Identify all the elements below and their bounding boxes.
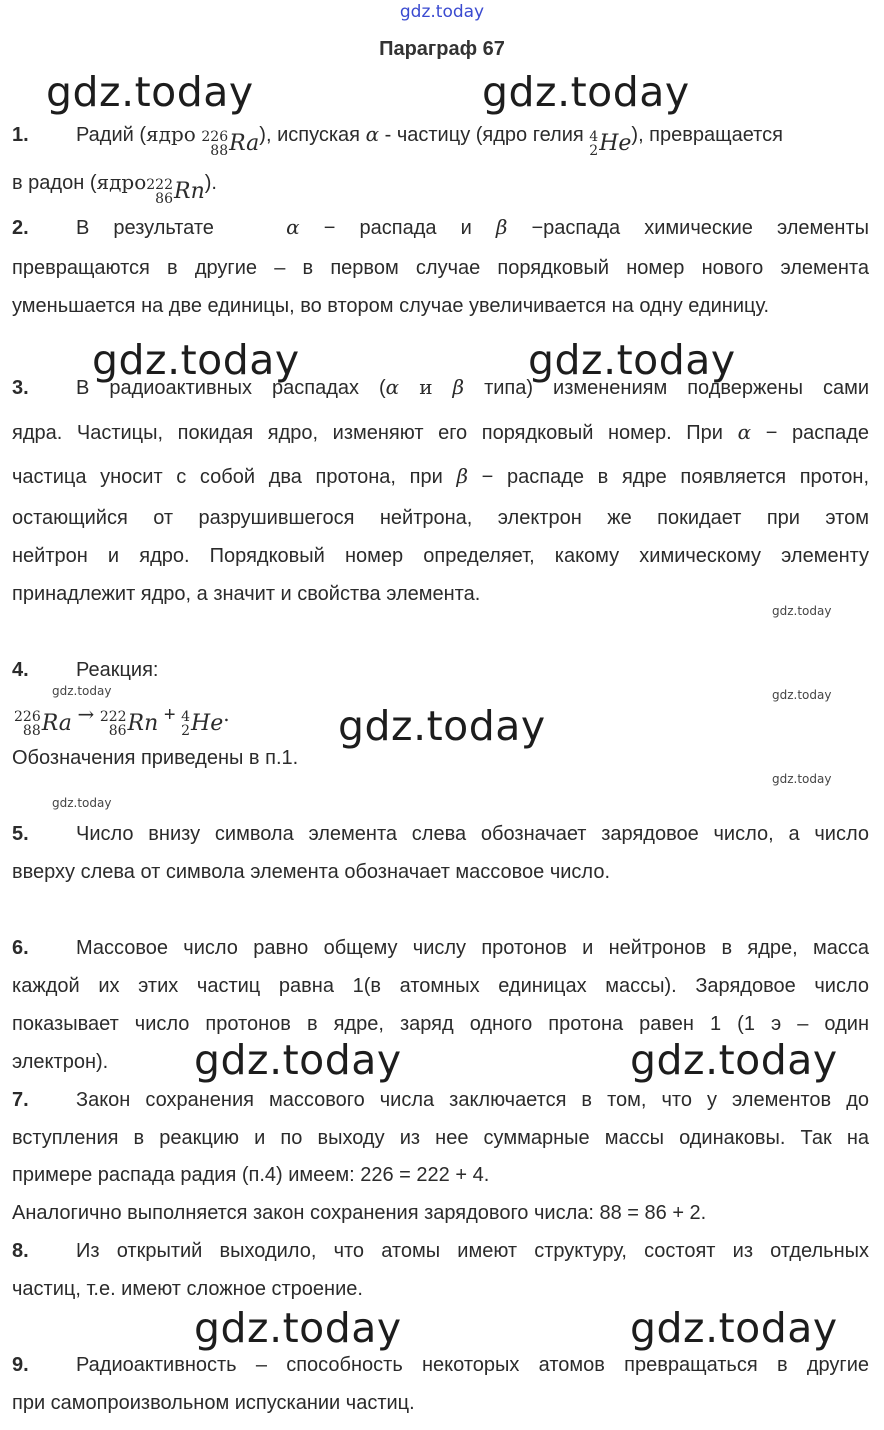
item-3-line-4: остающийся от разрушившегося нейтрона, электрон же покидает при этом	[12, 507, 869, 529]
item-9-line-1: 9. Радиоактивность – способность некоторых атомов превращаться в другие	[12, 1354, 869, 1376]
watermark: gdz.today	[338, 702, 546, 750]
watermark: gdz.today	[46, 68, 254, 116]
small-watermark: gdz.today	[52, 684, 112, 698]
item-6-line-1: 6. Массовое число равно общему числу протонов и нейтронов в ядре, масса	[12, 937, 869, 959]
item-7-line-4: Аналогично выполняется закон сохранения зарядового числа: 88 = 86 + 2.	[12, 1202, 707, 1224]
item-6-line-4: электрон).	[12, 1051, 109, 1073]
small-watermark: gdz.today	[52, 796, 112, 810]
watermark: gdz.today	[528, 336, 736, 384]
top-watermark: gdz.today	[399, 2, 485, 22]
watermark: gdz.today	[482, 68, 690, 116]
watermark: gdz.today	[630, 1036, 838, 1084]
item-3-line-6: принадлежит ядро, а значит и свойства элемента.	[12, 583, 481, 605]
item-number: 1.	[12, 124, 29, 146]
item-9-line-2: при самопроизвольном испускании частиц.	[12, 1392, 415, 1414]
item-6-line-3: показывает число протонов в ядре, заряд одного протона равен 1 (1 э – один	[12, 1013, 869, 1035]
item-2-line-2: превращаются в другие – в первом случае порядковый номер нового элемента	[12, 257, 869, 279]
item-5-line-2: вверху слева от символа элемента обозначает массовое число.	[12, 861, 611, 883]
item-8-line-1: 8. Из открытий выходило, что атомы имеют структуру, состоят из отдельных	[12, 1240, 869, 1262]
watermark: gdz.today	[194, 1036, 402, 1084]
item-8-line-2: частиц, т.е. имеют сложное строение.	[12, 1278, 363, 1300]
reaction-equation: 226 88 Ra → 222 86 Rn + 4 2 He .	[14, 702, 230, 739]
isotope-ra: 226 88 Ra	[201, 129, 260, 159]
item-3-line-2: ядра. Частицы, покидая ядро, изменяют его порядковый номер. При α − распаде	[12, 420, 870, 444]
item-7-line-2: вступления в реакцию и по выходу из нее суммарные массы одинаковы. Так на	[12, 1127, 869, 1149]
item-2-line-3: уменьшается на две единицы, во втором случае увеличивается на одну единицу.	[12, 295, 770, 317]
isotope-rn: 222 86 Rn	[146, 177, 205, 207]
item-6-line-2: каждой их этих частиц равна 1(в атомных единицах массы). Зарядовое число	[12, 975, 869, 997]
item-4-note: Обозначения приведены в п.1.	[12, 747, 299, 769]
watermark: gdz.today	[92, 336, 300, 384]
small-watermark: gdz.today	[772, 772, 832, 786]
item-5-line-1: 5. Число внизу символа элемента слева обозначает зарядовое число, а число	[12, 823, 869, 845]
item-7-line-3: примере распада радия (п.4) имеем: 226 = 222 + 4.	[12, 1164, 490, 1186]
item-3-line-1: 3. В радиоактивных распадах (α и β типа) изменениям подвержены сами	[12, 375, 869, 399]
watermark: gdz.today	[194, 1304, 402, 1352]
watermark: gdz.today	[630, 1304, 838, 1352]
item-3-line-3: частица уносит с собой два протона, при β − распаде в ядре появляется протон,	[12, 464, 870, 488]
item-1-line-2: в радон (ядро 222 86 Rn ).	[12, 170, 217, 207]
small-watermark: gdz.today	[772, 688, 832, 702]
item-4-head: 4. Реакция:	[12, 659, 159, 681]
item-3-line-5: нейтрон и ядро. Порядковый номер определяет, какому химическому элементу	[12, 545, 869, 567]
item-2-line-1: 2. В результате α − распада и β −распада химические элементы	[12, 215, 869, 239]
page-title: Параграф 67	[379, 38, 505, 60]
item-7-line-1: 7. Закон сохранения массового числа заключается в том, что у элементов до	[12, 1089, 869, 1111]
small-watermark: gdz.today	[772, 604, 832, 618]
isotope-he: 4 2 He	[589, 129, 632, 159]
item-1-line-1: 1. Радий (ядро 226 88 Ra ), испуская α - частицу (ядро гелия 4 2 He ), превращается	[12, 122, 783, 159]
